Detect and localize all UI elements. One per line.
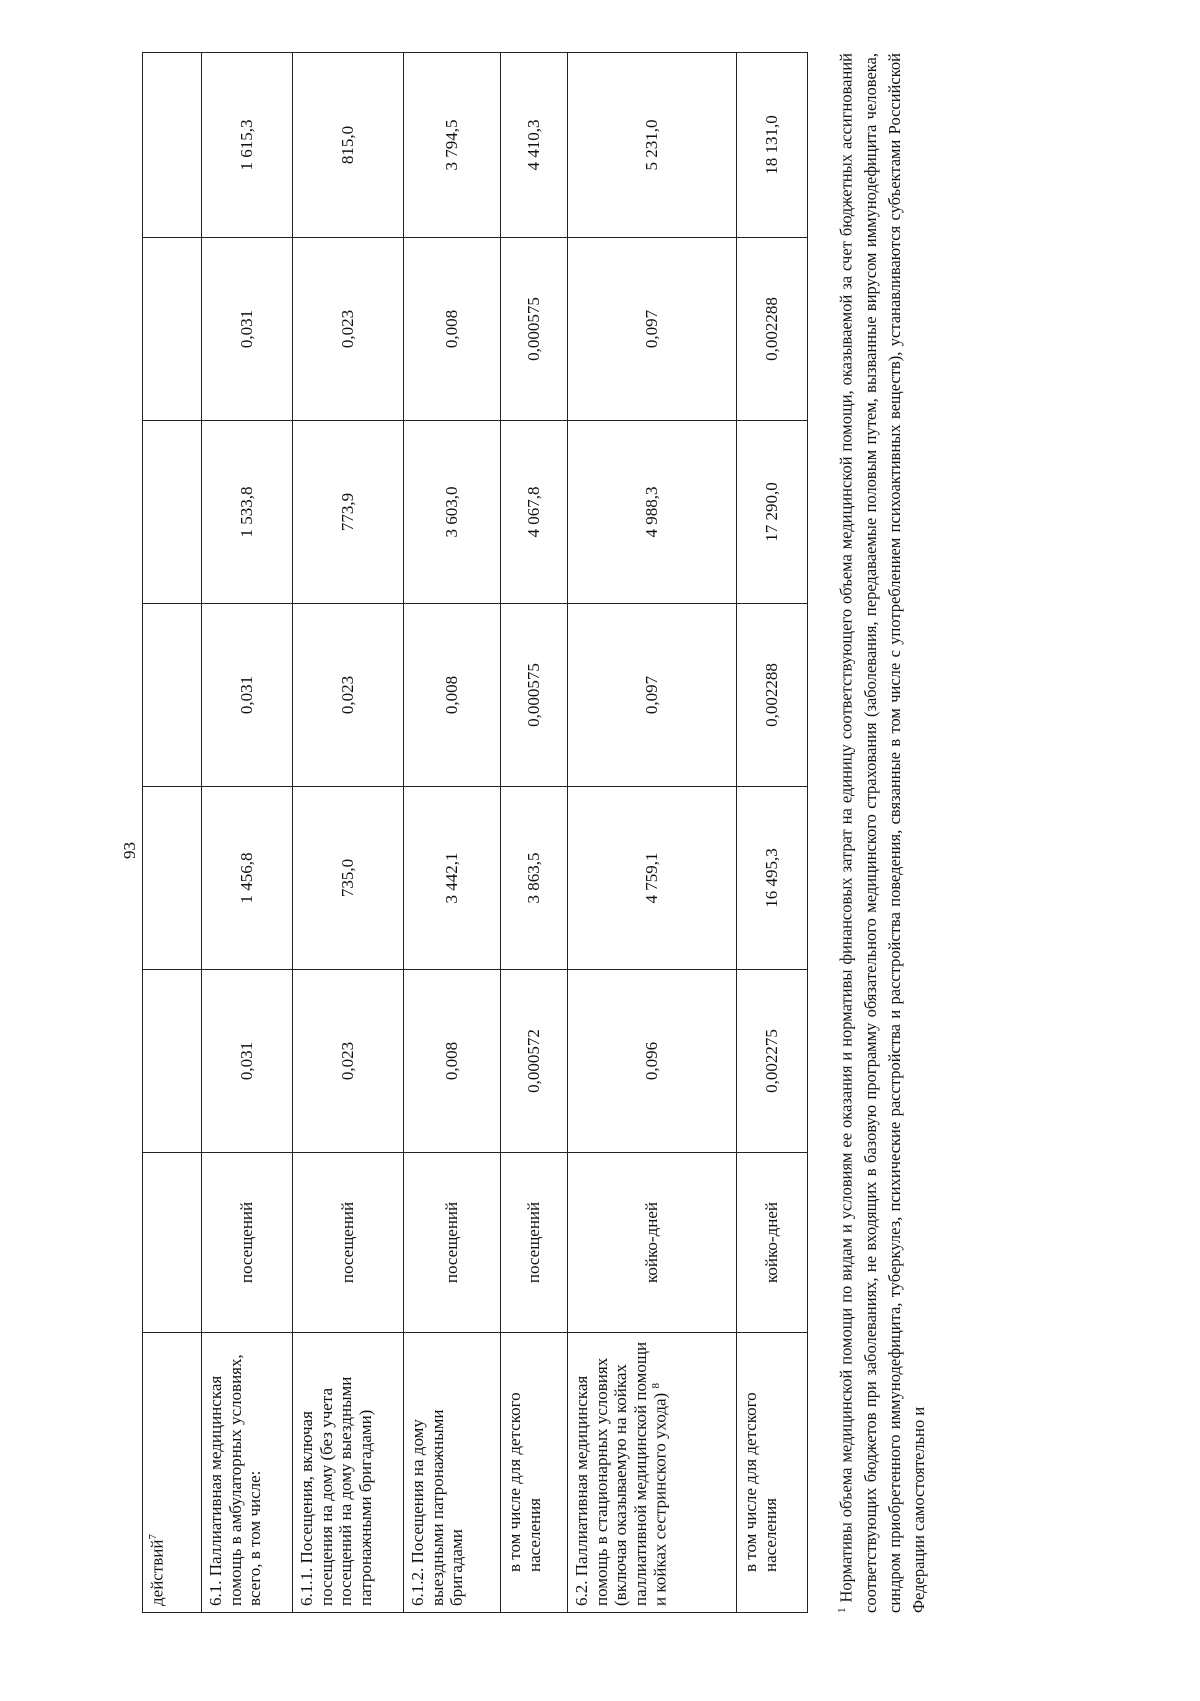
table-row: [404, 53, 501, 1613]
value-cell: 17 290,0: [737, 421, 808, 604]
value-cell: 0,000575: [501, 238, 568, 421]
unit-cell: койко-дней: [568, 1153, 737, 1333]
unit-cell: посещений: [404, 1153, 501, 1333]
value-cell: 0,097: [568, 604, 737, 787]
page-number: 93: [120, 842, 139, 859]
value-cell: 3 794,5: [404, 53, 501, 238]
row-label: в том числе для детского населения: [737, 1333, 808, 1613]
value-cell: 4 759,1: [568, 787, 737, 970]
value-cell: 4 988,3: [568, 421, 737, 604]
row-label: 6.1.1. Посещения, включая посещения на дому (без учета посещений на дому выездными патронажными бригадами): [293, 1333, 404, 1613]
value-cell: 4 410,3: [501, 53, 568, 238]
value-cell: 0,023: [293, 238, 404, 421]
value-cell: 815,0: [293, 53, 404, 238]
value-cell: [143, 238, 202, 421]
unit-cell: койко-дней: [737, 1153, 808, 1333]
footnote-marker: 1: [836, 1607, 848, 1613]
value-cell: 3 603,0: [404, 421, 501, 604]
value-cell: 735,0: [293, 787, 404, 970]
value-cell: 1 533,8: [202, 421, 293, 604]
value-cell: 0,097: [568, 238, 737, 421]
value-cell: [143, 604, 202, 787]
value-cell: [143, 970, 202, 1153]
row-label: действий$^7$: [143, 1333, 202, 1613]
value-cell: 3 863,5: [501, 787, 568, 970]
row-label: 6.2. Паллиативная медицинская помощь в стационарных условиях (включая оказываемую на койках паллиативной медицинской помощи и койках сестринского ухода) $^8$: [568, 1333, 737, 1613]
table-row: [568, 53, 737, 1613]
unit-cell: посещений: [501, 1153, 568, 1333]
value-cell: [143, 53, 202, 238]
value-cell: 1 456,8: [202, 787, 293, 970]
value-cell: 0,031: [202, 238, 293, 421]
footnote-text: Нормативы объема медицинской помощи по видам и условиям ее оказания и нормативы финансовых затрат на единицу соответствующего объема медицинской помощи, оказываемой за счет бюджетных ассигнований соответствующих бюджетов при заболеваниях, не входящих в базовую программу обязательного медицинского страхования (заболевания, передаваемые половым путем, вызванные вирусом иммунодефицита человека, синдром приобретенного иммунодефицита, туберкулез, психические расстройства и расстройства поведения, связанные в том числе с употреблением психоактивных веществ), устанавливаются субъектами Российской Федерации самостоятельно и: [836, 53, 928, 1613]
value-cell: 0,023: [293, 604, 404, 787]
row-label: 6.1.2. Посещения на дому выездными патронажными бригадами: [404, 1333, 501, 1613]
value-cell: 0,008: [404, 970, 501, 1153]
value-cell: 3 442,1: [404, 787, 501, 970]
value-cell: 0,008: [404, 604, 501, 787]
norms-table: [142, 52, 808, 1613]
value-cell: 0,008: [404, 238, 501, 421]
value-cell: 0,002275: [737, 970, 808, 1153]
row-label: 6.1. Паллиативная медицинская помощь в амбулаторных условиях, всего, в том числе:: [202, 1333, 293, 1613]
value-cell: 5 231,0: [568, 53, 737, 238]
value-cell: 18 131,0: [737, 53, 808, 238]
table-row: [202, 53, 293, 1613]
value-cell: 773,9: [293, 421, 404, 604]
unit-cell: посещений: [202, 1153, 293, 1333]
table-row: [293, 53, 404, 1613]
value-cell: 0,000572: [501, 970, 568, 1153]
value-cell: 1 615,3: [202, 53, 293, 238]
value-cell: [143, 787, 202, 970]
value-cell: 4 067,8: [501, 421, 568, 604]
value-cell: 0,096: [568, 970, 737, 1153]
value-cell: 16 495,3: [737, 787, 808, 970]
value-cell: 0,002288: [737, 238, 808, 421]
row-label: в том числе для детского населения: [501, 1333, 568, 1613]
table-row: [143, 53, 202, 1613]
footnote: [830, 53, 931, 1613]
value-cell: 0,002288: [737, 604, 808, 787]
table-row: [737, 53, 808, 1613]
unit-cell: посещений: [293, 1153, 404, 1333]
value-cell: [143, 421, 202, 604]
unit-cell: [143, 1153, 202, 1333]
value-cell: 0,023: [293, 970, 404, 1153]
value-cell: 0,031: [202, 970, 293, 1153]
value-cell: 0,000575: [501, 604, 568, 787]
table-row: [501, 53, 568, 1613]
value-cell: 0,031: [202, 604, 293, 787]
